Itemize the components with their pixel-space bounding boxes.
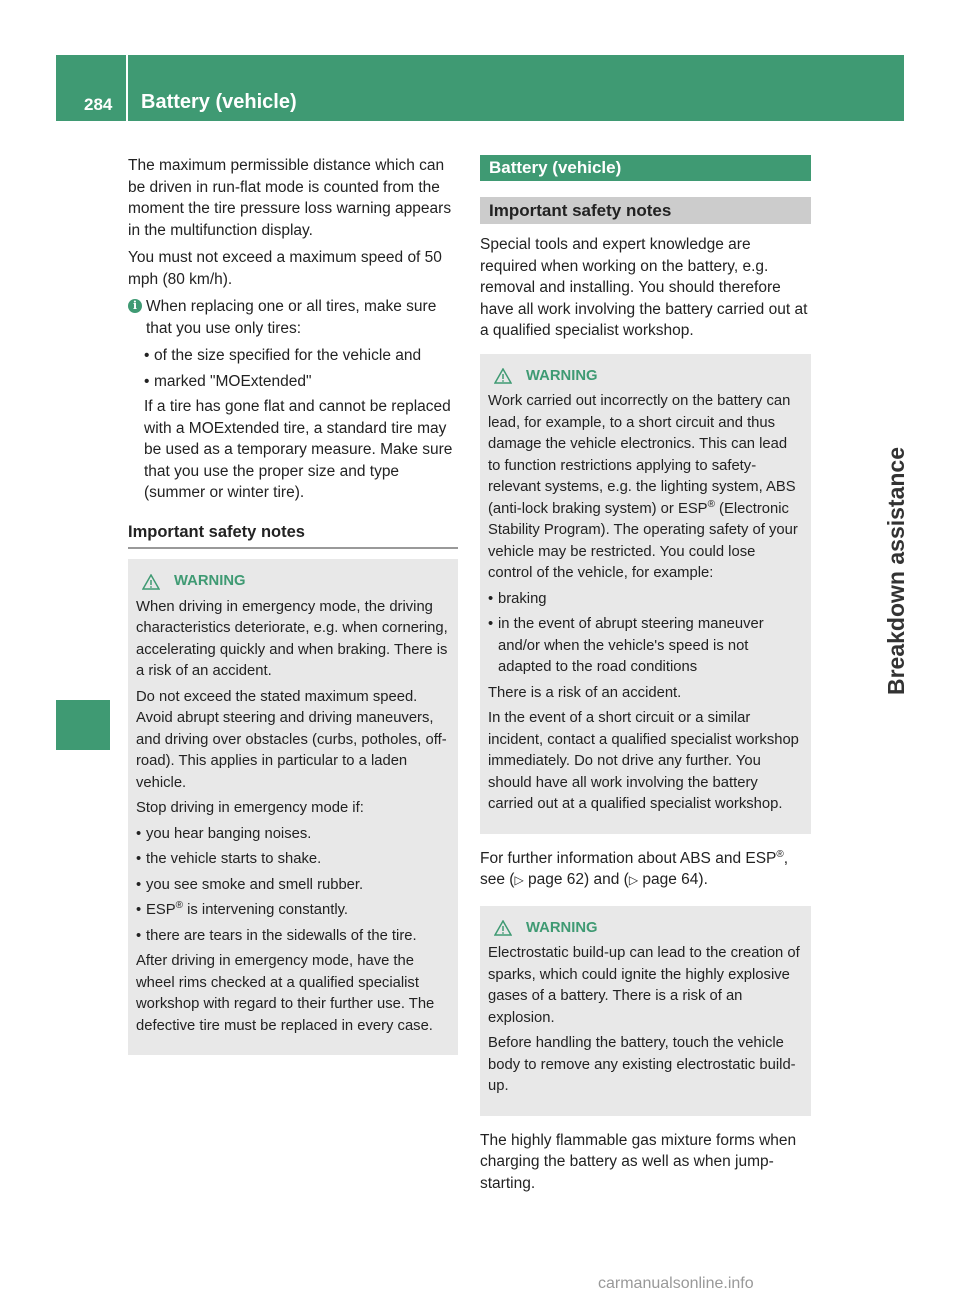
- paragraph: Do not exceed the stated maximum speed. Avoid abrupt steering and driving maneuvers, and driving over obstacles (curbs, potholes, off-road). This applies in particular to a laden vehicle.: [136, 688, 447, 791]
- paragraph: There is a risk of an accident.: [488, 684, 682, 701]
- section-title: Battery (vehicle): [480, 155, 811, 181]
- paragraph: In the event of a short circuit or a similar incident, contact a qualified specialist workshop immediately. Do not drive any further. You should have all work involving the battery carried out at a qualified specialist workshop.: [488, 710, 799, 812]
- list-item: • of the size specified for the vehicle and: [144, 347, 422, 364]
- info-note: [128, 296, 458, 345]
- page-64-link[interactable]: page 64).: [638, 871, 708, 888]
- watermark: carmanualsonline.info: [598, 1275, 754, 1292]
- header-divider: [126, 55, 128, 121]
- warning-title: WARNING: [488, 918, 803, 940]
- section-heading: Important safety notes: [128, 522, 458, 550]
- list-item: • braking: [488, 590, 547, 607]
- list-item: • marked "MOExtended": [144, 372, 312, 390]
- side-tab-label: Breakdown assistance: [883, 446, 909, 695]
- paragraph: Stop driving in emergency mode if:: [136, 800, 364, 816]
- warning-box: [480, 906, 811, 1116]
- warning-box: [480, 354, 811, 834]
- paragraph: Special tools and expert knowledge are required when working on the battery, e.g. removal and installing. You should therefore have all work involving the battery carried out at a qualified specialist workshop.: [480, 236, 808, 339]
- warning-title: WARNING: [136, 571, 450, 593]
- paragraph: For further information about ABS and ESP®, see (▷ page 62) and (▷ page 64).: [480, 848, 789, 888]
- subsection-title: Important safety notes: [480, 197, 811, 224]
- paragraph: After driving in emergency mode, have the wheel rims checked at a qualified specialist workshop with regard to their further use. The defective tire must be replaced in every case.: [136, 953, 435, 1034]
- page-ref-arrow-icon: ▷: [514, 873, 524, 887]
- warning-box: [128, 559, 458, 1055]
- paragraph: Work carried out incorrectly on the battery can lead, for example, to a short circuit and thus damage the vehicle electronics. This can lead to function restrictions applying to safety-relevant systems, e.g. the lighting system, ABS (anti-lock braking system) or ESP® (Electronic Stability Program). The operating safety of your vehicle may be restricted. You could lose control of the vehicle, for example:: [488, 393, 798, 581]
- info-intro: When replacing one or all tires, make sure that you use only tires:: [146, 298, 437, 337]
- paragraph: You must not exceed a maximum speed of 50 mph (80 km/h).: [128, 249, 442, 288]
- info-icon: i: [128, 299, 142, 313]
- paragraph: If a tire has gone flat and cannot be replaced with a MOExtended tire, a standard tire may be used as a temporary measure. Make sure that you use the proper size and type (summer or winter tire).: [144, 398, 453, 501]
- paragraph: Electrostatic build-up can lead to the creation of sparks, which could ignite the highly explosive gases of a battery. There is a risk of an explosion.: [488, 945, 800, 1026]
- list-item: • ESP® is intervening constantly.: [136, 900, 349, 918]
- warning-title: WARNING: [488, 366, 803, 388]
- list-item: • you see smoke and smell rubber.: [136, 876, 364, 893]
- right-column: [480, 155, 811, 1200]
- list-item: • there are tears in the sidewalls of the tire.: [136, 927, 417, 944]
- left-column: [128, 155, 458, 1069]
- header-title: Battery (vehicle): [141, 91, 297, 113]
- page-ref-arrow-icon: ▷: [628, 873, 639, 887]
- warning-triangle-icon: [494, 920, 512, 936]
- page-number: 284: [84, 95, 113, 114]
- paragraph: The highly flammable gas mixture forms when charging the battery as well as when jump-starting.: [480, 1131, 797, 1192]
- side-tab-marker: [56, 700, 110, 750]
- paragraph: When driving in emergency mode, the driving characteristics deteriorate, e.g. when cornering, accelerating quickly and when braking. There is a risk of an accident.: [136, 598, 448, 679]
- list-item: • the vehicle starts to shake.: [136, 851, 322, 867]
- list-item: • in the event of abrupt steering maneuver and/or when the vehicle's speed is not adapted to the road conditions: [488, 616, 764, 675]
- info-body: [128, 345, 458, 504]
- paragraph: Before handling the battery, touch the vehicle body to remove any existing electrostatic build-up.: [488, 1035, 796, 1094]
- warning-triangle-icon: [142, 574, 160, 590]
- page-62-link[interactable]: page 62) and (: [523, 871, 629, 888]
- warning-triangle-icon: [494, 368, 512, 384]
- paragraph: The maximum permissible distance which can be driven in run-flat mode is counted from the moment the tire pressure loss warning appears in the multifunction display.: [128, 157, 452, 239]
- list-item: • you hear banging noises.: [136, 825, 312, 842]
